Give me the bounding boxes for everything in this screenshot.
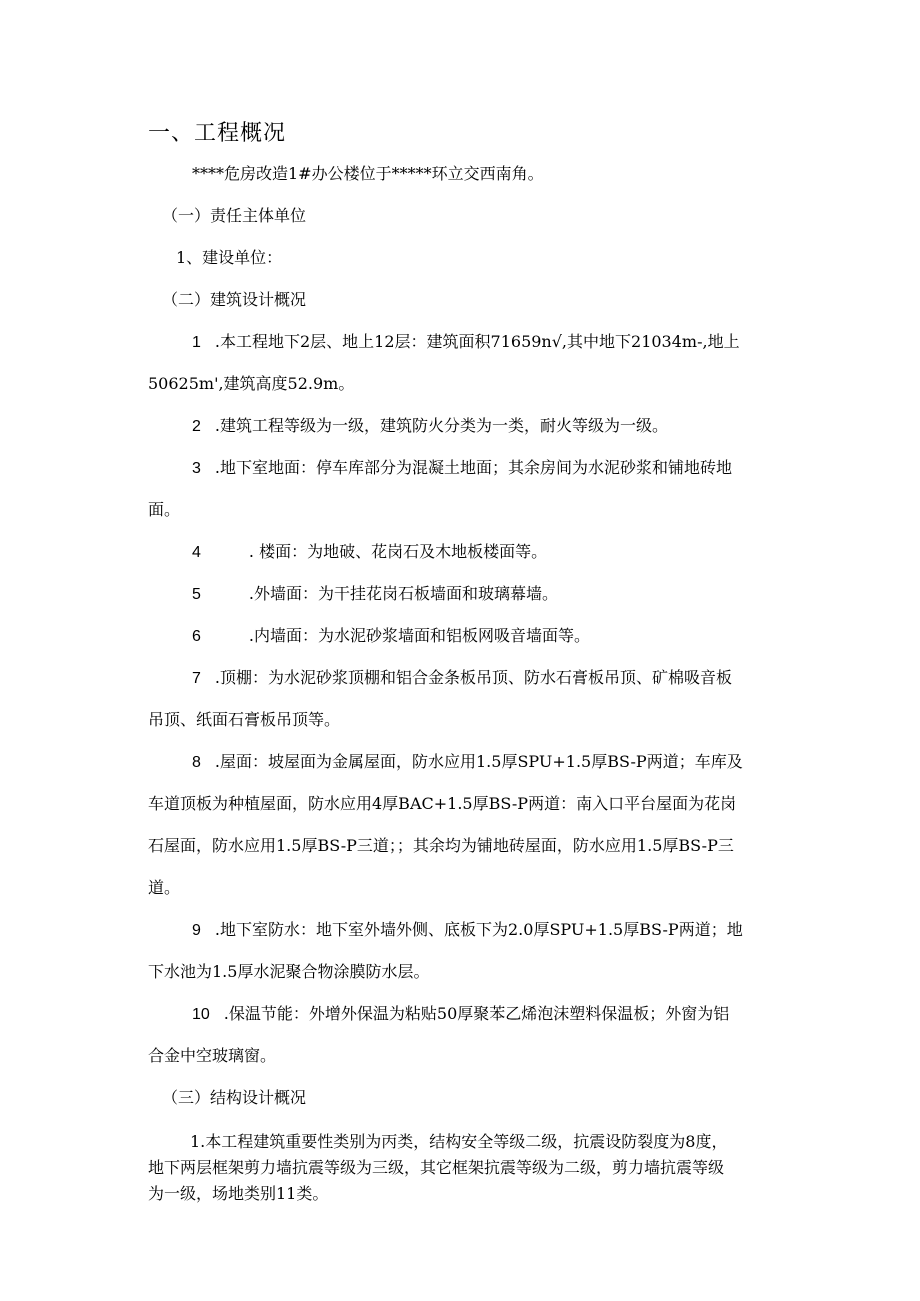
item-number: 9 — [192, 922, 201, 939]
structure-line-2: 地下两层框架剪力墙抗震等级为三级，其它框架抗震等级为二级，剪力墙抗震等级 — [148, 1158, 725, 1177]
item-text: .地下室防水：地下室外墙外侧、底板下为2.0厚SPU+1.5厚BS-P两道；地 — [214, 920, 743, 939]
item-text: .建筑工程等级为一级，建筑防火分类为一类，耐火等级为一级。 — [214, 416, 668, 435]
item-8-line-1 — [192, 752, 743, 773]
item-8-line-4: 道。 — [148, 878, 181, 897]
item-6-line-1 — [192, 626, 590, 647]
section-heading-architecture: （二）建筑设计概况 — [162, 290, 307, 309]
item-7-line-2: 吊顶、纸面石膏板吊顶等。 — [148, 710, 341, 729]
structure-line-1: 1.本工程建筑重要性类别为丙类，结构安全等级二级，抗震设防裂度为8度， — [190, 1132, 728, 1151]
item-text: .本工程地下2层、地上12层：建筑面积71659n√,其中地下21034m-,地上 — [214, 332, 740, 351]
item-number: 4 — [192, 544, 201, 561]
structure-line-3: 为一级，场地类别11类。 — [148, 1184, 329, 1203]
item-10-line-1 — [192, 1004, 729, 1025]
item-number: 10 — [192, 1006, 210, 1023]
item-3-line-1 — [192, 458, 732, 479]
item-5-line-1 — [192, 584, 558, 605]
item-text: .外墙面：为干挂花岗石板墙面和玻璃幕墙。 — [248, 584, 558, 603]
item-10-line-2: 合金中空玻璃窗。 — [148, 1046, 277, 1065]
item-number: 1 — [192, 334, 201, 351]
item-1-line-1 — [192, 332, 740, 353]
item-4-line-1 — [192, 542, 547, 563]
item-text: .屋面：坡屋面为金属屋面，防水应用1.5厚SPU+1.5厚BS-P两道；车库及 — [214, 752, 743, 771]
item-8-line-2: 车道顶板为种植屋面，防水应用4厚BAC+1.5厚BS-P两道：南入口平台屋面为花岗 — [148, 794, 737, 813]
item-number: 8 — [192, 754, 201, 771]
item-1-line-2: 50625m',建筑高度52.9m。 — [148, 374, 355, 393]
item-number: 3 — [192, 460, 201, 477]
item-7-line-1 — [192, 668, 732, 689]
intro-paragraph: ****危房改造1#办公楼位于*****环立交西南角。 — [192, 164, 544, 183]
item-9-line-1 — [192, 920, 743, 941]
item-9-line-2: 下水池为1.5厚水泥聚合物涂膜防水层。 — [148, 962, 430, 981]
item-8-line-3: 石屋面，防水应用1.5厚BS-P三道；；其余均为铺地砖屋面，防水应用1.5厚BS-P三 — [148, 836, 734, 855]
item-number: 5 — [192, 586, 201, 603]
item-text: .内墙面：为水泥砂浆墙面和铝板网吸音墙面等。 — [248, 626, 590, 645]
section-heading-structure: （三）结构设计概况 — [162, 1088, 307, 1107]
item-3-line-2: 面。 — [148, 500, 181, 519]
item-2-line-1 — [192, 416, 668, 437]
page-title: 一、工程概况 — [148, 121, 287, 146]
item-text: .顶棚：为水泥砂浆顶棚和铝合金条板吊顶、防水石膏板吊顶、矿棉吸音板 — [214, 668, 732, 687]
section-heading-responsible-units: （一）责任主体单位 — [162, 206, 307, 225]
item-text: .保温节能：外增外保温为粘贴50厚聚苯乙烯泡沫塑料保温板；外窗为铝 — [223, 1004, 730, 1023]
item-number: 2 — [192, 418, 201, 435]
item-text: .地下室地面：停车库部分为混凝土地面；其余房间为水泥砂浆和铺地砖地 — [214, 458, 732, 477]
construction-unit-label: 1、建设单位： — [176, 248, 283, 267]
item-text: . 楼面：为地破、花岗石及木地板楼面等。 — [248, 542, 548, 561]
item-number: 6 — [192, 628, 201, 645]
item-number: 7 — [192, 670, 201, 687]
